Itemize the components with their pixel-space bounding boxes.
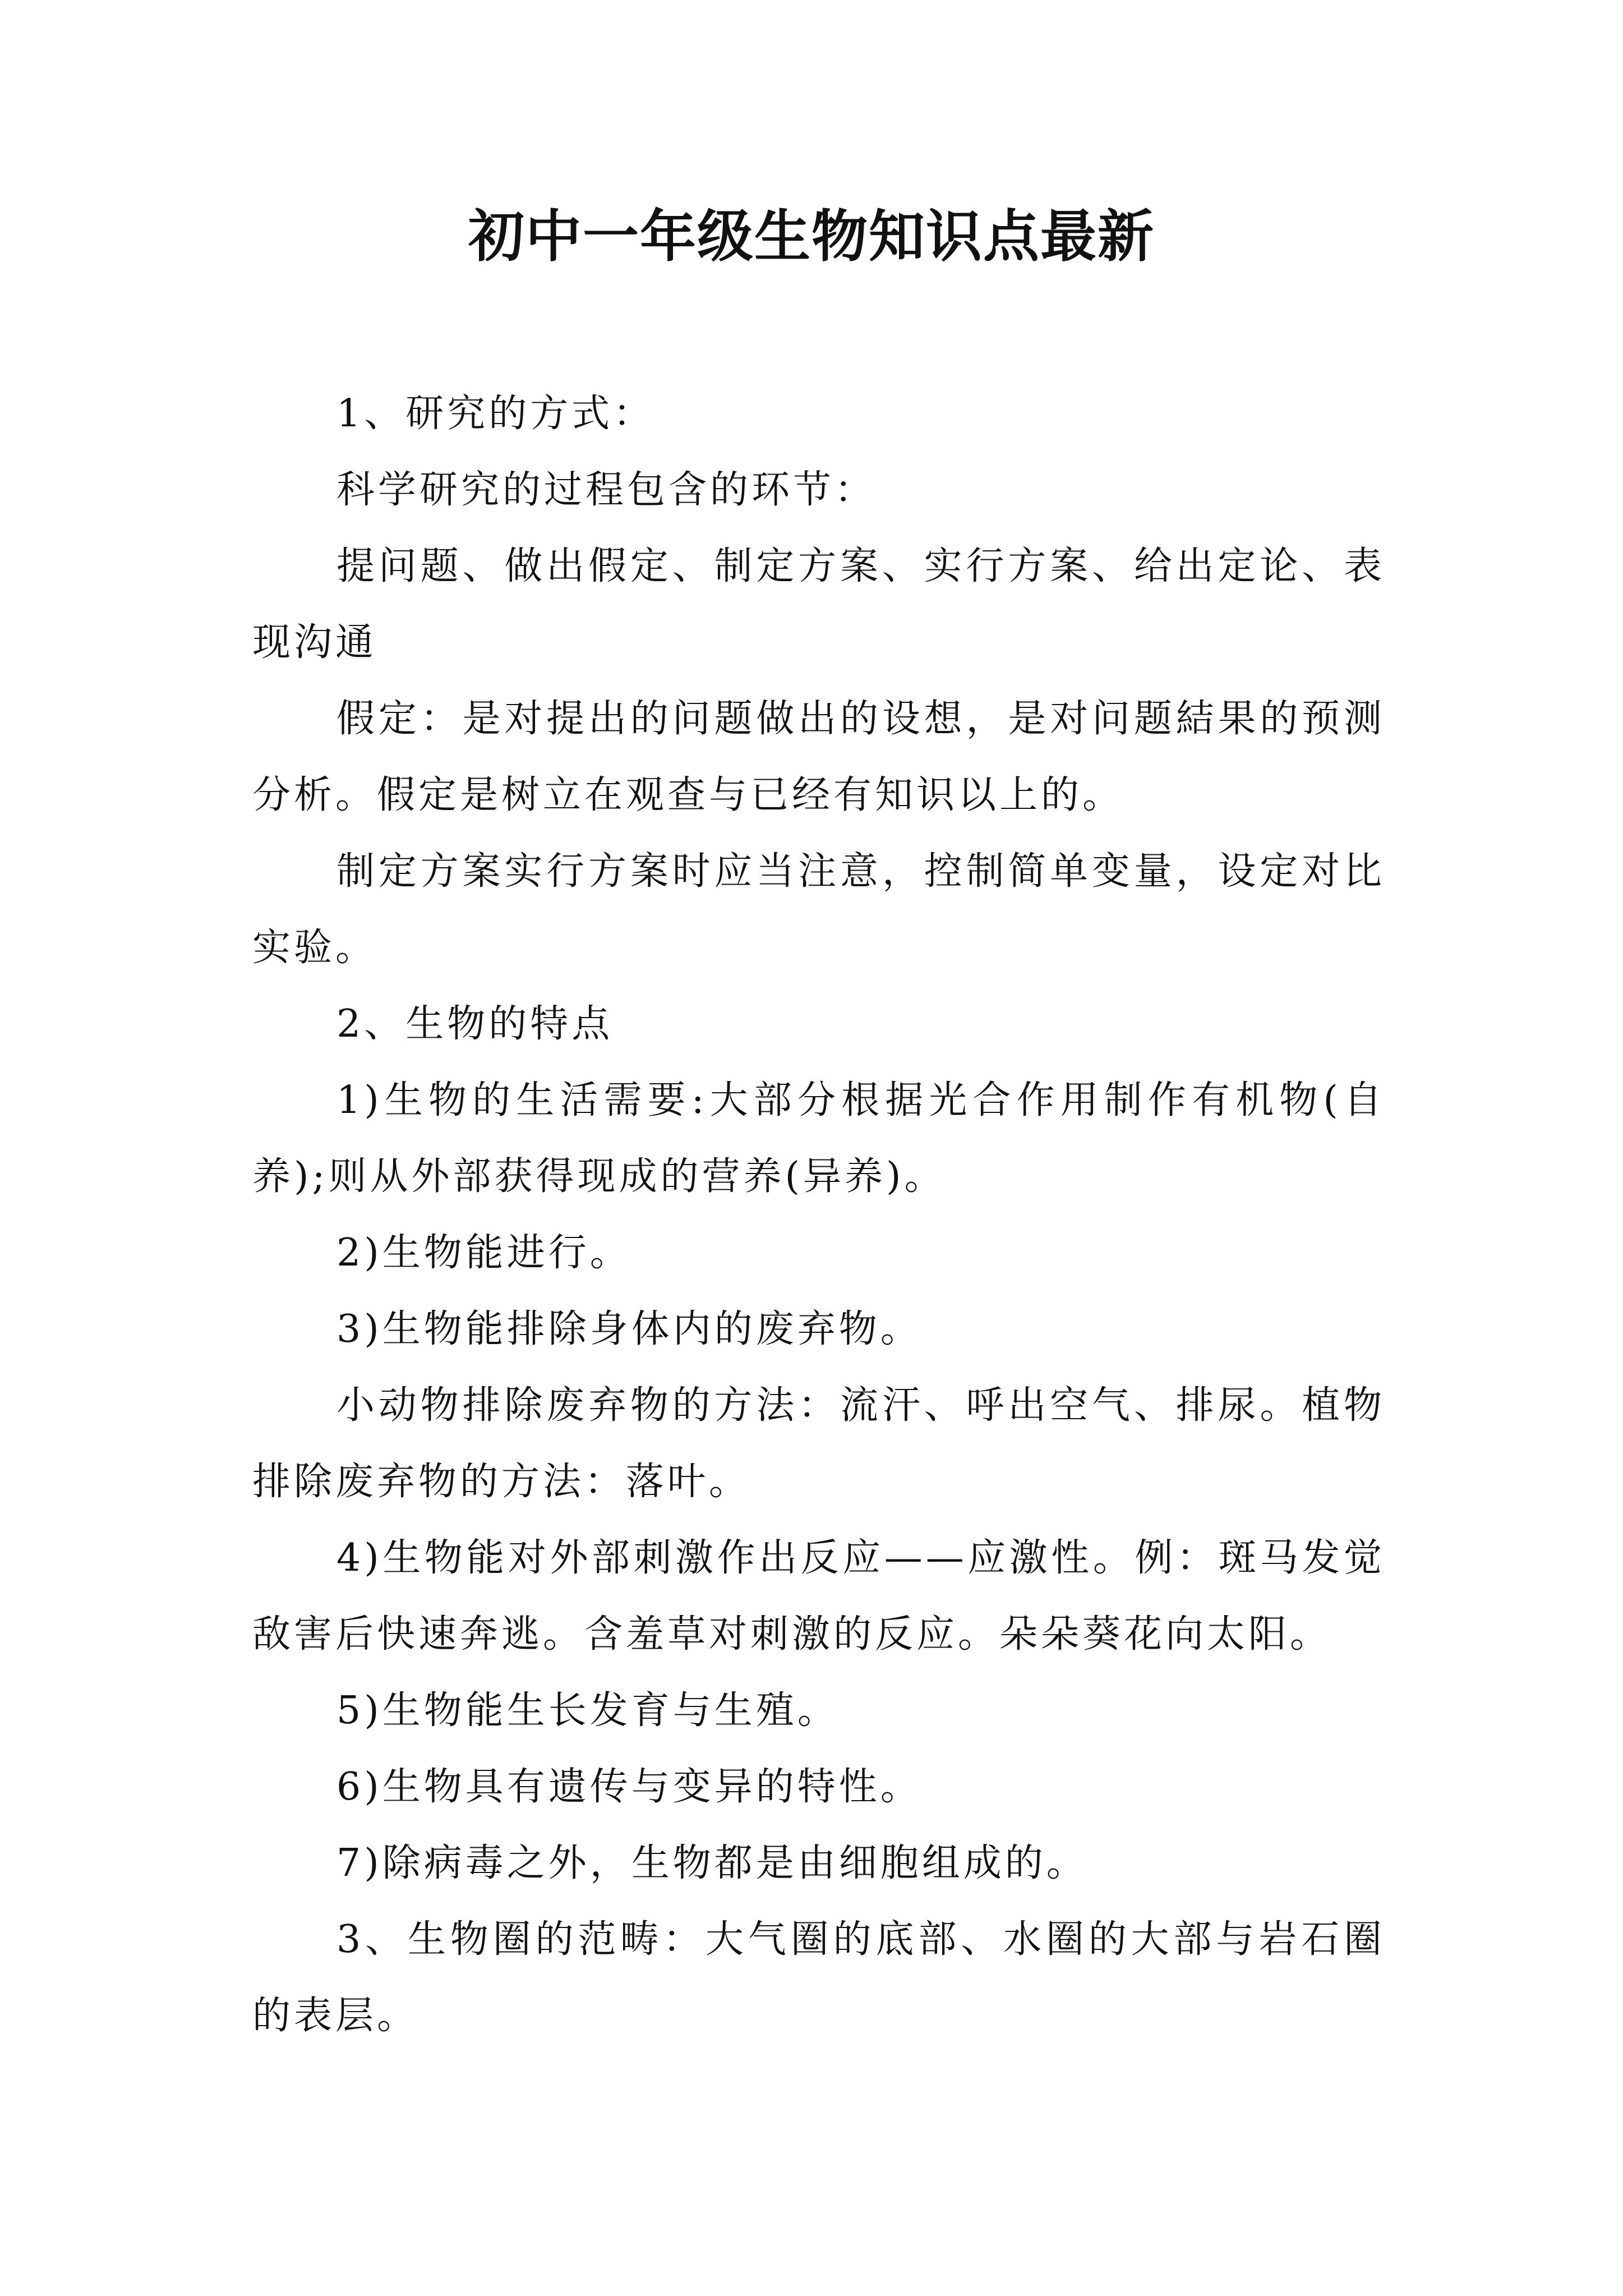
paragraph-biosphere-range: 3、生物圈的范畴：大气圈的底部、水圈的大部与岩石圈的表层。 [252, 1917, 1385, 2038]
document-body [252, 376, 1385, 2054]
document-title: 初中一年级生物知识点最新 [468, 204, 1155, 269]
paragraph-waste-removal: 小动物排除废弃物的方法：流汗、呼出空气、排尿。植物排除废弃物的方法：落叶。 [252, 1383, 1385, 1504]
paragraph-research-steps: 提问题、做出假定、制定方案、实行方案、给出定论、表现沟通 [252, 544, 1385, 665]
list-item-feature-7: 7)除病毒之外，生物都是由细胞组成的。 [336, 1841, 1088, 1885]
list-item-feature-3: 3)生物能排除身体内的废弃物。 [336, 1307, 922, 1351]
list-item-feature-5: 5)生物能生长发育与生殖。 [336, 1688, 839, 1733]
list-item-feature-2: 2)生物能进行。 [336, 1231, 631, 1275]
list-item-feature-6: 6)生物具有遗传与变异的特性。 [336, 1765, 922, 1809]
paragraph-experiment-plan: 制定方案实行方案时应当注意，控制简单变量，设定对比实验。 [252, 849, 1385, 970]
paragraph-research-steps-intro: 科学研究的过程包含的环节： [336, 468, 877, 512]
paragraph-hypothesis: 假定：是对提出的问题做出的设想，是对问题結果的预测分析。假定是树立在观查与已经有知识以上的。 [252, 697, 1385, 817]
list-item-feature-1: 1)生物的生活需要:大部分根据光合作用制作有机物(自养);则从外部获得现成的营养(异养)。 [252, 1078, 1385, 1199]
section-heading-life-features: 2、生物的特点 [336, 1002, 614, 1046]
section-heading-research-methods: 1、研究的方式： [336, 392, 655, 436]
list-item-feature-4: 4)生物能对外部刺激作出反应——应激性。例：斑马发觉敌害后快速奔逃。含羞草对刺激的反应。朵朵葵花向太阳。 [252, 1536, 1385, 1657]
